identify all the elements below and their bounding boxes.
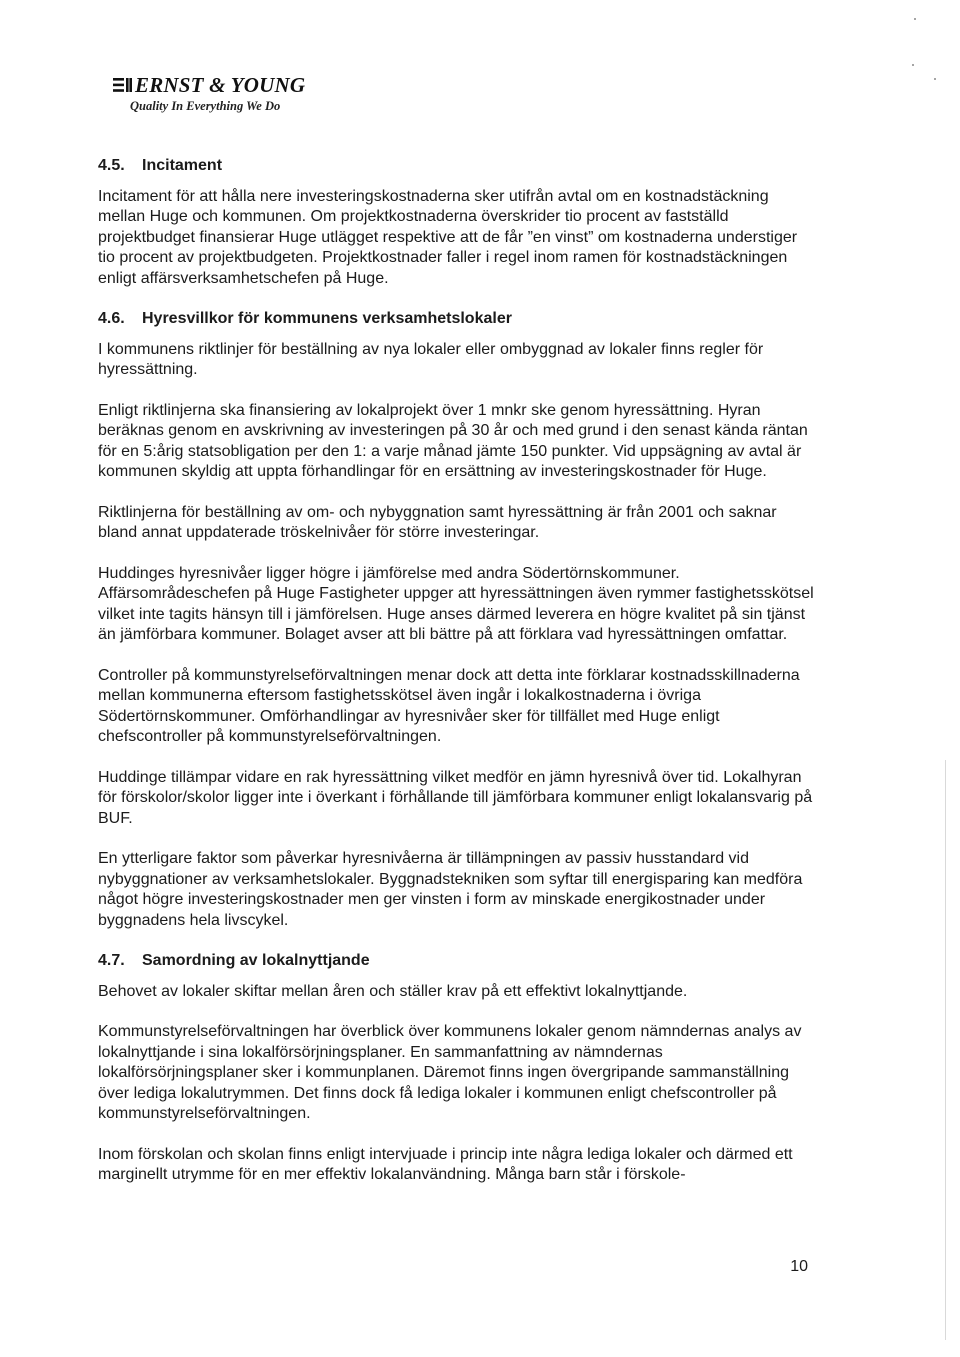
paragraph: Behovet av lokaler skiftar mellan åren och ställer krav på ett effektivt lokalnyttjande. (98, 982, 688, 1000)
paragraph: Controller på kommunstyrelseförvaltningen menar dock att detta inte förklarar kostnadsskillnaderna mellan kommunerna eftersom fastighetsskötsel även ingår i lokalkostnaderna i övriga Södertörnskommuner. Omförhandlingar av hyresnivåer sker för tillfället med Huge enligt chefscontroller på kommunstyrelseförvaltningen. (98, 666, 800, 745)
section-heading (98, 156, 816, 177)
paragraph: En ytterligare faktor som påverkar hyresnivåerna är tillämpningen av passiv husstandard vid nybyggnationer av verksamhetslokaler. Byggnadstekniken som syftar till energisparing kan medföra något högre investeringskostnader men ger vinsten i form av minskade energikostnader under byggnadens hela livscykel. (98, 850, 803, 929)
section-title: Hyresvillkor för kommunens verksamhetslokaler (142, 310, 512, 327)
document-body (98, 156, 816, 1206)
paragraph: Kommunstyrelseförvaltningen har överblick över kommunens lokaler genom nämndernas analys av lokalnyttjande i sina lokalförsörjningsplaner. En sammanfattning av nämndernas lokalförsörjningsplaner sker i kommunplanen. Däremot finns ingen övergripande sammanställning över lediga lokalutrymmen. Det finns dock få lediga lokaler i kommunen enligt chefscontroller på kommunstyrelseförvaltningen. (98, 1023, 802, 1122)
paragraph: Riktlinjerna för beställning av om- och nybyggnation samt hyressättning är från 2001 och saknar bland annat uppdaterade tröskelnivåer för större investeringar. (98, 503, 777, 541)
paragraph: Enligt riktlinjerna ska finansiering av lokalprojekt över 1 mnkr ske genom hyressättning. Hyran beräknas genom en avskrivning av investeringen på 30 år och med grund i den senast kända räntan för en 5:årig statsobligation per den 1: a varje månad jämte 150 punkter. Vid uppsägning av avtal är kommunen skyldig att uppta förhandlingar för en ersättning av investeringskostnader för Huge. (98, 401, 808, 480)
section-samordning (98, 951, 816, 1186)
section-number: 4.5. (98, 157, 125, 174)
section-title: Samordning av lokalnyttjande (142, 952, 370, 969)
scan-speck (934, 78, 936, 80)
paragraph: Incitament för att hålla nere investeringskostnaderna sker utifrån avtal om en kostnadstäckning mellan Huge och kommunen. Om projektkostnaderna överskrider tio procent av fastställd projektbudget finansierar Huge utlägget respektive att de får ”en vinst” om kostnaderna understiger tio procent av projektbudgeten. Projektkostnader faller i regel inom ramen för kostnadstäckningen enligt affärsverksamhetschefen på Huge. (98, 187, 798, 287)
paragraph: Huddinges hyresnivåer ligger högre i jämförelse med andra Södertörnskommuner. Affärsområdeschefen på Huge Fastigheter uppger att hyressättningen även rymmer fastighetsskötsel vilket inte tagits hänsyn till i jämförelsen. Huge anses därmed leverera en högre kvalitet på sin tjänst än jämförbara kommuner. Bolaget avser att bli bättre på att förklara vad hyressättningen omfattar. (98, 564, 814, 643)
section-number: 4.6. (98, 310, 125, 327)
section-title: Incitament (142, 157, 223, 174)
company-tagline: Quality In Everything We Do (130, 99, 281, 113)
section-heading (98, 951, 816, 972)
ey-logo-icon (112, 75, 132, 95)
paragraph: I kommunens riktlinjer för beställning av nya lokaler eller ombyggnad av lokaler finns regler för hyressättning. (98, 340, 764, 378)
company-name: ERNST & YOUNG (135, 72, 306, 97)
section-hyresvillkor (98, 309, 816, 931)
paragraph: Inom förskolan och skolan finns enligt intervjuade i princip inte några lediga lokaler och därmed ett marginellt utrymme för en mer effektiv lokalanvändning. Många barn står i förskole- (98, 1145, 793, 1183)
section-number: 4.7. (98, 952, 125, 969)
page-number: 10 (790, 1258, 808, 1275)
scan-speck (912, 64, 914, 66)
section-heading (98, 309, 816, 330)
scan-speck (914, 18, 916, 20)
scan-edge-line (945, 760, 946, 1340)
paragraph: Huddinge tillämpar vidare en rak hyressättning vilket medför en jämn hyresnivå över tid. Lokalhyran för förskolor/skolor ligger inte i överkant i förhållande till jämförbara kommuner enligt lokalansvarig på BUF. (98, 768, 813, 827)
section-incitament (98, 156, 816, 289)
company-logo (112, 72, 305, 114)
